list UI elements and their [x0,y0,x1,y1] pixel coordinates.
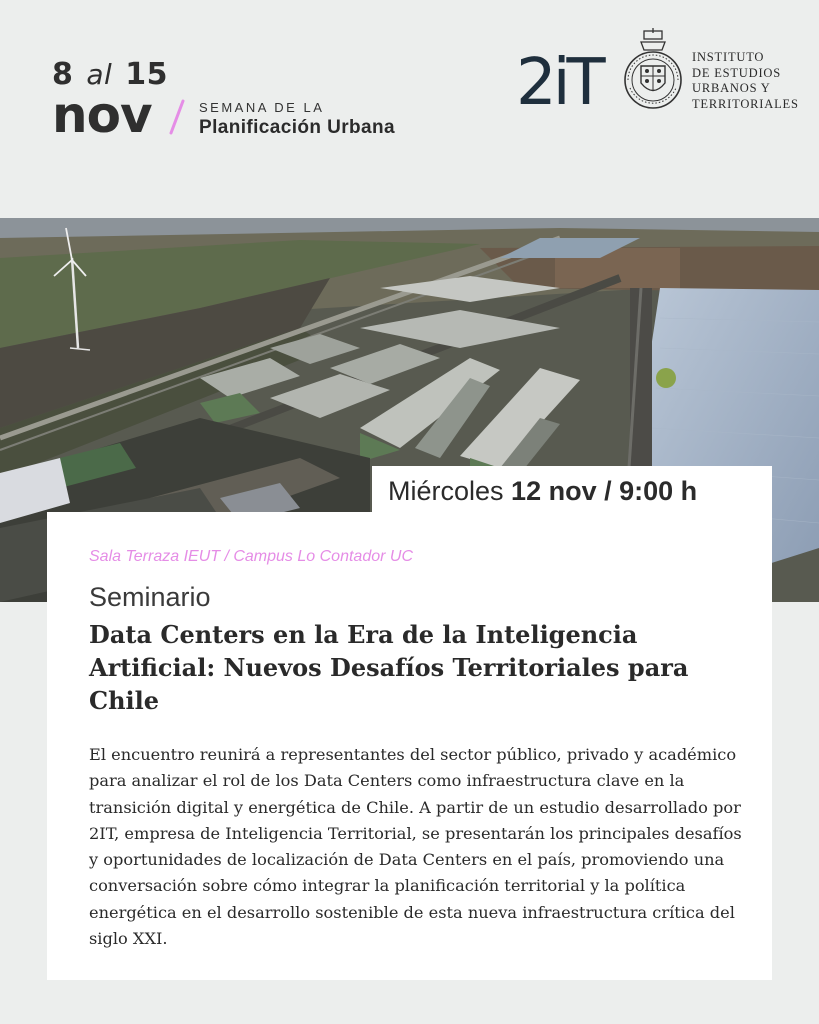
twoit-logo-text: 2iT [516,50,602,108]
ieut-logo-text [692,50,799,112]
week-label-top: SEMANA DE LA [199,100,325,115]
date-connector: al [86,58,113,91]
event-venue: Sala Terraza IEUT / Campus Lo Contador UC [89,548,413,565]
event-title: Data Centers en la Era de la Inteligencia Artificial: Nuevos Desafíos Territoriales para Chile [89,620,689,715]
ieut-line-2: DE ESTUDIOS [692,65,782,80]
week-label [199,100,395,140]
event-dates [52,57,168,144]
date-month: nov [52,86,152,144]
ieut-line-3: URBANOS Y [692,81,771,95]
event-date-box [372,466,772,514]
ieut-line-1: INSTITUTO [692,50,765,64]
event-kind: Seminario [89,582,211,612]
event-card [47,512,772,980]
date-to: 15 [125,57,168,92]
event-weekday: Miércoles [388,476,504,506]
event-date-time: 12 nov / 9:00 h [511,476,698,506]
twoit-logo-icon [516,50,608,108]
university-seal-icon [622,28,684,116]
slash-divider-icon [166,98,188,136]
ieut-line-4: TERRITORIALES [692,96,799,111]
event-description: El encuentro reunirá a representantes del sector público, privado y académico para analizar el rol de los Data Centers como infraestructura clave en la transición digital y energética de Chile. A partir de un estudio desarrollado por 2IT, empresa de Inteligencia Territorial, se presentarán los principales desafíos y oportunidades de localización de Data Centers en el país, promoviendo una conversación sobre cómo integrar la planificación territorial y la política energética en el desarrollo sostenible de esta nueva infraestructura crítica del siglo XXI. [89,745,742,949]
week-label-bottom: Planificación Urbana [199,117,395,138]
event-date-line [388,476,697,507]
header-band [0,0,819,218]
date-from: 8 [52,57,74,92]
